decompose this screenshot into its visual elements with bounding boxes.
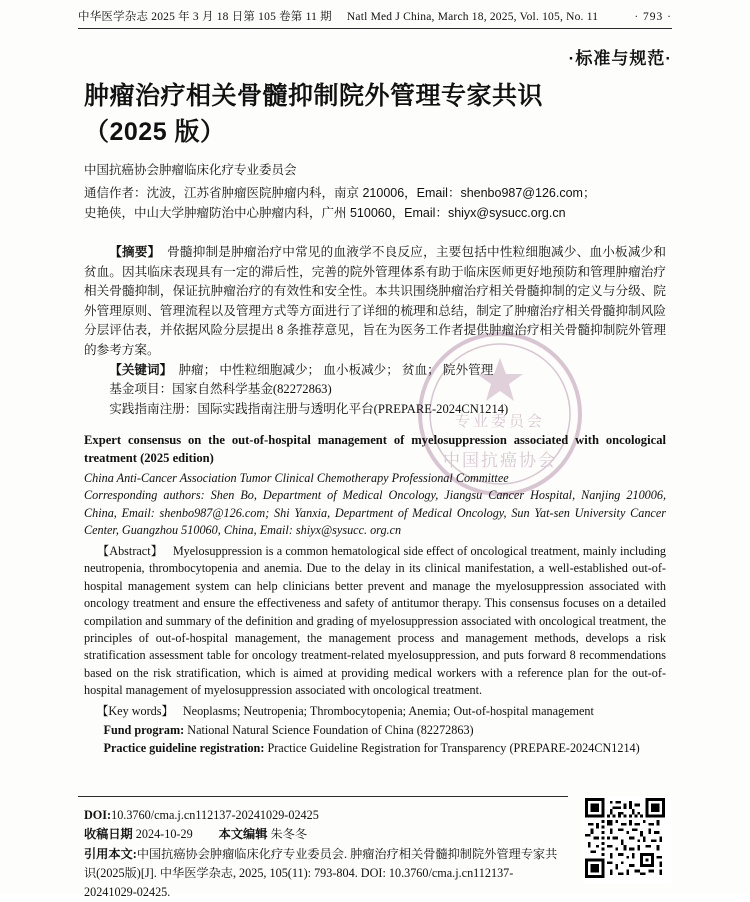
journal-name-cn: 中华医学杂志 2025 年 3 月 18 日第 105 卷第 11 期 bbox=[78, 11, 332, 23]
section-tag: ·标准与规范· bbox=[568, 49, 672, 68]
qr-code[interactable] bbox=[583, 796, 671, 884]
journal-name-en: Natl Med J China, March 18, 2025, Vol. 105, No. 11 bbox=[346, 11, 599, 23]
cn-abstract-label: 【摘要】 bbox=[109, 245, 161, 259]
received-line bbox=[84, 825, 564, 844]
cn-keywords-label: 【关键词】 bbox=[109, 362, 173, 377]
en-abstract-label: 【Abstract】 bbox=[96, 544, 164, 558]
svg-text:中国抗癌协会: 中国抗癌协会 bbox=[443, 451, 557, 470]
header-divider bbox=[78, 28, 672, 29]
author-block bbox=[84, 160, 664, 223]
page-number: · 793 · bbox=[634, 11, 672, 23]
corresponding-author-2: 史艳侠，中山大学肿瘤防治中心肿瘤内科，广州 510060，Email：shiyx@sysucc.org.cn bbox=[84, 206, 566, 220]
citation-label: 引用本文: bbox=[84, 847, 137, 861]
received-date: 2024-10-29 bbox=[135, 827, 193, 841]
citation-line bbox=[84, 845, 564, 902]
cn-fund-label: 基金项目： bbox=[109, 382, 173, 397]
citation-text: 中国抗癌协会肿瘤临床化疗专业委员会. 肿瘤治疗相关骨髓抑制院外管理专家共识(2025版)[J]. 中华医学杂志, 2025, 105(11): 793-804. DOI: 10.3760/cma.j.cn112137-20241029-02425. bbox=[84, 847, 558, 899]
running-head-left bbox=[78, 8, 598, 24]
received-label: 收稿日期 bbox=[84, 827, 133, 841]
doi-line bbox=[84, 806, 564, 825]
cn-fund-line bbox=[84, 380, 666, 400]
cn-abstract-text: 骨髓抑制是肿瘤治疗中常见的血液学不良反应，主要包括中性粒细胞减少、血小板减少和贫血。因其临床表现具有一定的滞后性，完善的院外管理体系有助于临床医师更好地预防和管理肿瘤治疗相关骨髓抑制，保证抗肿瘤治疗的有效性和安全性。本共识围绕肿瘤治疗相关骨髓抑制的定义与分级、院外管理原则、管理流程以及管理方式等方面进行了详细的梳理和总结，制定了肿瘤治疗相关骨髓抑制风险分层评估表，并依据风险分层提出 8 条推荐意见，旨在为医务工作者提供肿瘤治疗相关骨髓抑制院外管理的参考方案。 bbox=[84, 245, 667, 357]
en-registration-label: Practice guideline registration: bbox=[103, 741, 265, 756]
title-line-1: 肿瘤治疗相关骨髓抑制院外管理专家共识 bbox=[84, 82, 544, 110]
en-fund-line bbox=[84, 722, 666, 739]
corresponding-authors bbox=[84, 183, 664, 223]
cn-registration: 国际实践指南注册与透明化平台(PREPARE-2024CN1214) bbox=[197, 401, 509, 416]
doi-label: DOI: bbox=[84, 808, 112, 822]
en-abstract-paragraph bbox=[84, 543, 666, 700]
cn-registration-line bbox=[84, 400, 666, 420]
en-keywords: Neoplasms; Neutropenia; Thrombocytopenia; Anemia; Out-of-hospital management bbox=[182, 703, 594, 718]
editor-label: 本文编辑 bbox=[218, 827, 268, 841]
en-title: Expert consensus on the out-of-hospital management of myelosuppression associated with oncological treatment (2025 edition) bbox=[84, 433, 666, 465]
title-line-2: （2025 版） bbox=[84, 118, 226, 146]
cn-fund: 国家自然科学基金(82272863) bbox=[172, 382, 332, 397]
en-registration: Practice Guideline Registration for Transparency (PREPARE-2024CN1214) bbox=[267, 741, 640, 756]
cn-abstract-paragraph bbox=[84, 243, 666, 361]
en-corresponding-authors: Corresponding authors: Shen Bo, Department of Medical Oncology, Jiangsu Cancer Hospital, Nanjing 210006, China, Email: shenbo987@126.com; Shi Yanxia, Department of Medical Oncology, Sun Yat-sen University Cancer Center, Guangzhou 510060, China, Email: shiyx@sysucc. org.cn bbox=[84, 488, 666, 537]
en-fund: National Natural Science Foundation of China (82272863) bbox=[187, 723, 474, 738]
page-title bbox=[84, 78, 674, 150]
en-keywords-label: 【Key words】 bbox=[96, 703, 174, 718]
chinese-abstract bbox=[84, 243, 666, 419]
corresponding-author-1: 通信作者：沈波，江苏省肿瘤医院肿瘤内科，南京 210006，Email：shenbo987@126.com； bbox=[84, 186, 596, 200]
en-fund-label: Fund program: bbox=[103, 723, 185, 738]
author-organization: 中国抗癌协会肿瘤临床化疗专业委员会 bbox=[84, 163, 297, 177]
cn-registration-label: 实践指南注册： bbox=[109, 401, 198, 416]
en-organization: China Anti-Cancer Association Tumor Clinical Chemotherapy Professional Committee bbox=[84, 471, 509, 486]
cn-keywords-line bbox=[84, 361, 666, 381]
footer-divider bbox=[78, 796, 568, 797]
running-head bbox=[78, 8, 672, 28]
svg-text:专业委员会: 专业委员会 bbox=[454, 413, 546, 430]
footer-block bbox=[84, 806, 564, 902]
doi-value[interactable]: 10.3760/cma.j.cn112137-20241029-02425 bbox=[111, 808, 319, 822]
en-registration-line bbox=[84, 740, 666, 757]
editor-name: 朱冬冬 bbox=[270, 827, 308, 841]
en-abstract-text: Myelosuppression is a common hematological side effect of oncological treatment, mainly including neutropenia, thrombocytopenia and anemia. Due to the delay in its clinical manifestation, a well-established out-of-hospital management system can help clinicians better prevent and manage the myelosuppression associated with oncology treatment and ensure the effectiveness and safety of antitumor therapy. This consensus focuses on a detailed compilation and summary of the definition and grading of myelosuppression associated with oncological treatment, the principles of out-of-hospital management, the management process and management methods, develops a risk stratification assessment table for oncology treatment-related myelosuppression, and puts forward 8 recommendations based on the risk stratification, which is aimed at providing medical workers with a reference plan for the out-of-hospital management of myelosuppression associated with oncological treatment. bbox=[84, 544, 667, 698]
cn-keywords: 肿瘤； 中性粒细胞减少； 血小板减少； 贫血； 院外管理 bbox=[178, 362, 494, 377]
en-keywords-line bbox=[84, 703, 666, 720]
english-abstract bbox=[84, 432, 666, 758]
